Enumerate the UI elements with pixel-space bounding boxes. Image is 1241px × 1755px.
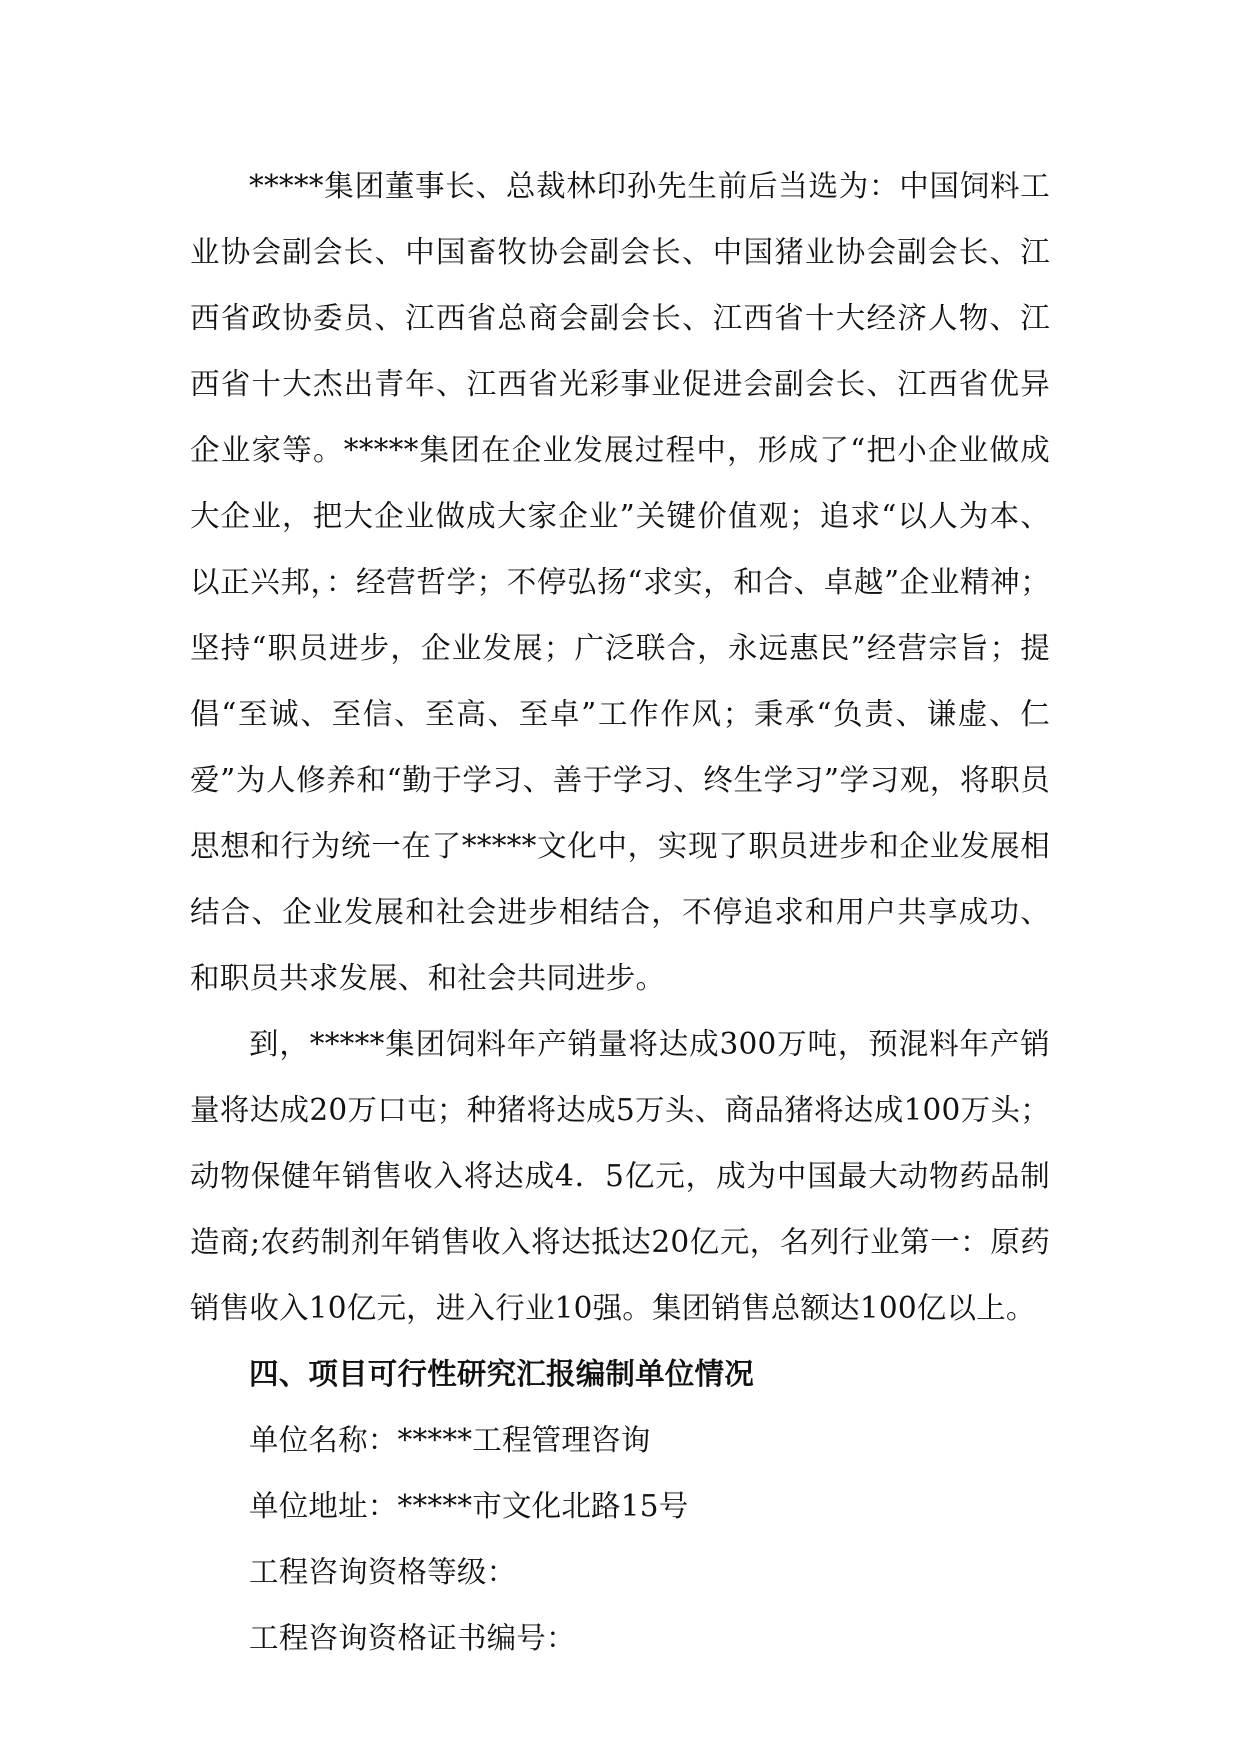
certificate-number-line: 工程咨询资格证书编号： [249, 1621, 576, 1655]
unit-name-line: 单位名称：*****工程管理咨询 [249, 1423, 651, 1457]
unit-address-line: 单位地址：*****市文化北路15号 [249, 1489, 689, 1523]
section-heading: 四、项目可行性研究汇报编制单位情况 [249, 1356, 754, 1391]
paragraph-group-profile: *****集团董事长、总裁林印孙先生前后当选为：中国饲料工业协会副会长、中国畜牧协会副会长、中国猪业协会副会长、江西省政协委员、江西省总商会副会长、江西省十大经济人物、江西省十大杰出青年、江西省光彩事业促进会副会长、江西省优异企业家等。*****集团在企业发展过程中，形成了“把小企业做成大企业，把大企业做成大家企业”关键价值观；追求“以人为本、以正兴邦，：经营哲学；不停弘扬“求实，和合、卓越”企业精神；坚持“职员进步，企业发展；广泛联合，永远惠民”经营宗旨；提倡“至诚、至信、至高、至卓”工作作风；秉承“负责、谦虚、仁爱”为人修养和“勤于学习、善于学习、终生学习”学习观，将职员思想和行为统一在了*****文化中，实现了职员进步和企业发展相结合、企业发展和社会进步相结合，不停追求和用户共享成功、和职员共求发展、和社会共同进步。 [190, 169, 1050, 995]
qualification-level-line: 工程咨询资格等级： [249, 1555, 517, 1589]
document-body [190, 153, 1050, 1671]
paragraph-targets: 到，*****集团饲料年产销量将达成300万吨，预混料年产销量将达成20万口屯；种猪将达成5万头、商品猪将达成100万头；动物保健年销售收入将达成4．5亿元，成为中国最大动物药品制造商;农药制剂年销售收入将达抵达20亿元，名列行业第一：原药销售收入10亿元，进入行业10强。集团销售总额达100亿以上。 [190, 1027, 1050, 1325]
